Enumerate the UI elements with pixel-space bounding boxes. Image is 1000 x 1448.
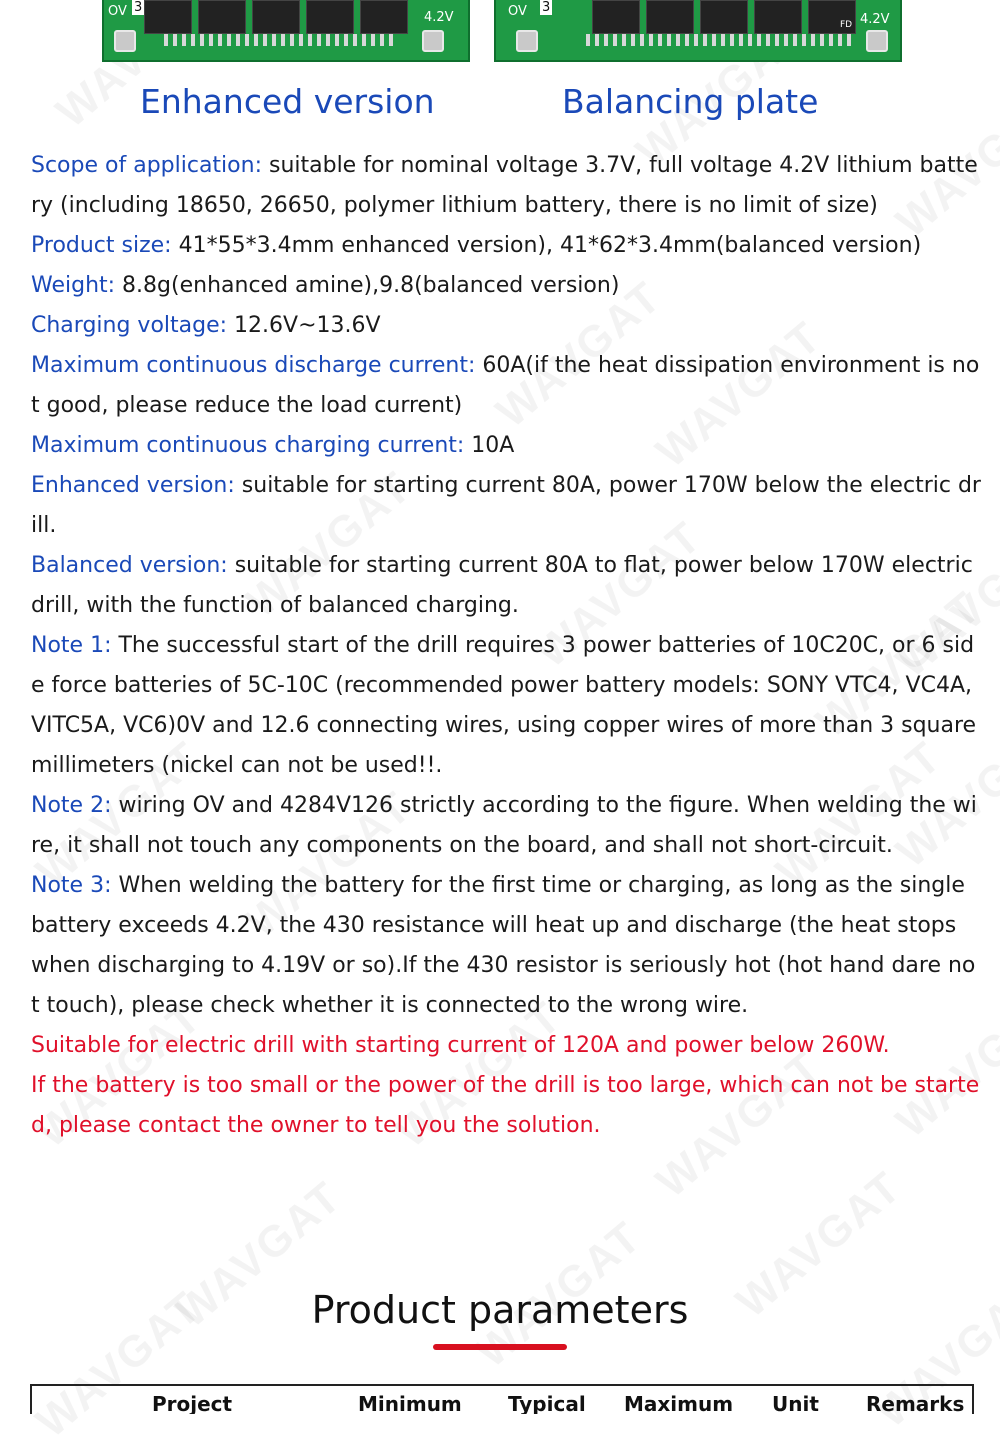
caption-enhanced-version: Enhanced version xyxy=(140,82,435,121)
board-silk-fd: FD xyxy=(840,20,853,30)
spec-label: Maximum continuous charging current: xyxy=(31,433,465,458)
spec-note-3 xyxy=(31,866,981,1026)
warning-line-2: If the battery is too small or the power of the drill is too large, which can not be started, please contact the owner to tell you the solution. xyxy=(31,1073,980,1138)
spec-label: Product size: xyxy=(31,233,172,258)
table-header-maximum: Maximum xyxy=(624,1392,734,1414)
spec-label: Charging voltage: xyxy=(31,313,228,338)
board-silk-ov: OV xyxy=(508,4,527,19)
spec-note-1 xyxy=(31,626,981,786)
spec-list xyxy=(31,146,981,1146)
table-header-project: Project xyxy=(152,1392,233,1414)
board-silk-ov: OV xyxy=(108,4,127,19)
spec-balanced-version xyxy=(31,546,981,626)
board-silk-number: 3 xyxy=(542,0,551,15)
spec-size xyxy=(31,226,981,266)
board-silk-voltage: 4.2V xyxy=(860,12,890,27)
spec-text: 10A xyxy=(464,433,515,458)
spec-text: suitable for nominal voltage 3.7V, full voltage 4.2V lithium battery (including 18650, 26650, polymer lithium battery, there is no limit of size) xyxy=(31,153,978,218)
spec-weight xyxy=(31,266,981,306)
spec-text: 60A(if the heat dissipation environment is not good, please reduce the load current) xyxy=(31,353,980,418)
spec-text: The successful start of the drill requires 3 power batteries of 10C20C, or 6 side force batteries of 5C-10C (recommended power battery models: SONY VTC4, VC4A, VITC5A, VC6)0V and 12.6 connecting wires, using copper wires of more than 3 square millimeters (nickel can not be used!!. xyxy=(31,633,977,778)
spec-label: Note 1: xyxy=(31,633,112,658)
spec-label: Enhanced version: xyxy=(31,473,235,498)
spec-label: Note 2: xyxy=(31,793,112,818)
spec-text: When welding the battery for the first time or charging, as long as the single battery exceeds 4.2V, the 430 resistance will heat up and discharge (the heat stops when discharging to 4.19V or so).If the 430 resistor is seriously hot (hot hand dare not touch), please check whether it is connected to the wrong wire. xyxy=(31,873,976,1018)
spec-text: suitable for starting current 80A to flat, power below 170W electric drill, with the function of balanced charging. xyxy=(31,553,973,618)
balancing-board-image xyxy=(494,0,902,62)
spec-text: wiring OV and 4284V126 strictly according to the figure. When welding the wire, it shall not touch any components on the board, and shall not short-circuit. xyxy=(31,793,977,858)
spec-text: suitable for starting current 80A, power 170W below the electric drill. xyxy=(31,473,981,538)
enhanced-board-image xyxy=(102,0,470,62)
spec-label: Scope of application: xyxy=(31,153,262,178)
board-silk-number: 3 xyxy=(134,0,143,15)
spec-scope xyxy=(31,146,981,226)
board-silk-voltage: 4.2V xyxy=(424,10,454,25)
spec-enhanced-version xyxy=(31,466,981,546)
spec-charging-voltage xyxy=(31,306,981,346)
spec-text: 8.8g(enhanced amine),9.8(balanced version) xyxy=(115,273,620,298)
warning-line-1: Suitable for electric drill with starting current of 120A and power below 260W. xyxy=(31,1033,890,1058)
spec-text: 12.6V~13.6V xyxy=(227,313,381,338)
parameters-table xyxy=(30,1384,974,1414)
spec-label: Maximum continuous discharge current: xyxy=(31,353,476,378)
table-header-minimum: Minimum xyxy=(358,1392,462,1414)
section-title-underline xyxy=(433,1344,567,1350)
spec-note-2 xyxy=(31,786,981,866)
spec-charging-current xyxy=(31,426,981,466)
table-header-remarks: Remarks xyxy=(866,1392,965,1414)
spec-label: Note 3: xyxy=(31,873,112,898)
caption-balancing-plate: Balancing plate xyxy=(562,82,819,121)
spec-label: Weight: xyxy=(31,273,116,298)
spec-label: Balanced version: xyxy=(31,553,228,578)
table-header-typical: Typical xyxy=(508,1392,586,1414)
spec-text: 41*55*3.4mm enhanced version), 41*62*3.4mm(balanced version) xyxy=(171,233,922,258)
table-header-unit: Unit xyxy=(772,1392,819,1414)
section-title: Product parameters xyxy=(311,1288,689,1332)
spec-discharge-current xyxy=(31,346,981,426)
